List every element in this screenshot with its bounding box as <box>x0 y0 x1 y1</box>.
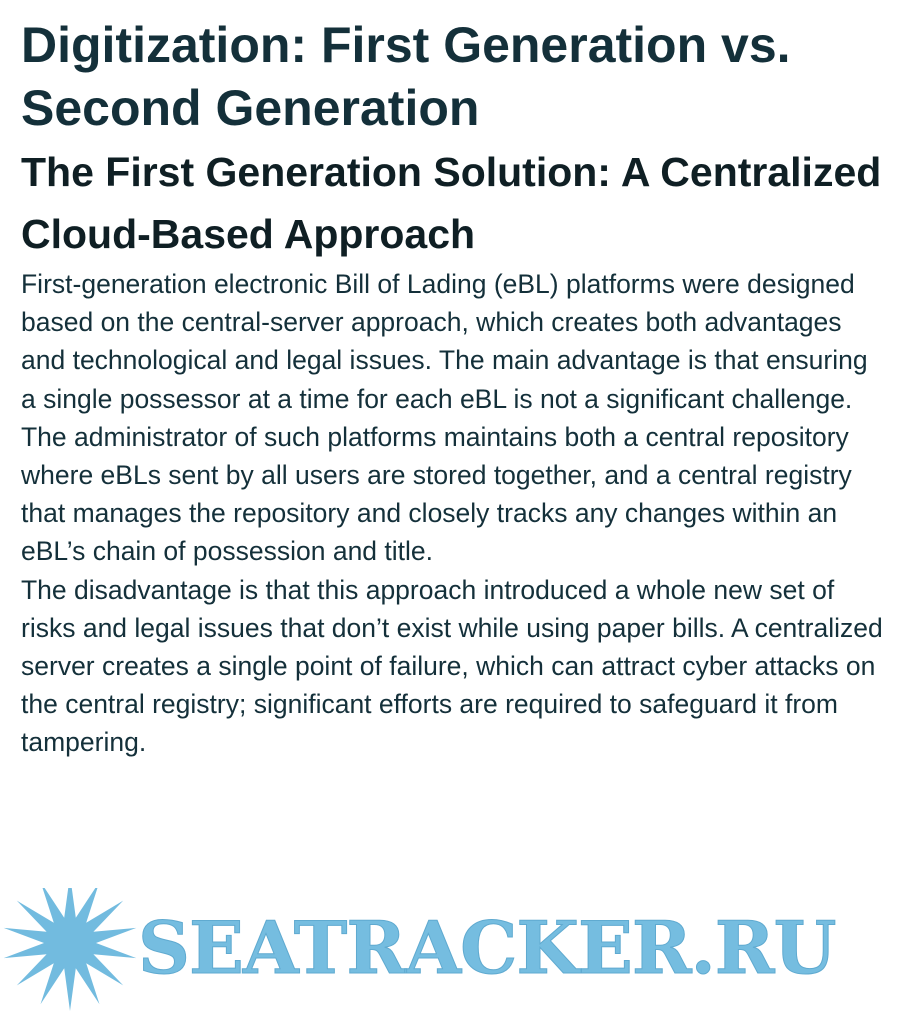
watermark-text: SEATRACKER.RU <box>138 905 836 990</box>
article <box>21 14 889 762</box>
page-title: Digitization: First Generation vs. Second Generation <box>21 17 791 136</box>
paragraph-disadvantages: The disadvantage is that this approach introduced a whole new set of risks and legal issues that don’t exist while using paper bills. A centralized server creates a single point of failure, which can attract cyber attacks on the central registry; significant efforts are required to safeguard it from tampering. <box>21 574 883 758</box>
section-heading: The First Generation Solution: A Centralized Cloud-Based Approach <box>21 149 882 257</box>
starburst-icon <box>4 888 137 1011</box>
paragraph-advantages: First-generation electronic Bill of Lading (eBL) platforms were designed based on the central-server approach, which creates both advantages and technological and legal issues. The main advantage is that ensuring a single possessor at a time for each eBL is not a significant challenge. The administrator of such platforms maintains both a central repository where eBLs sent by all users are stored together, and a central registry that manages the repository and closely tracks any changes within an eBL’s chain of possession and title. <box>21 269 868 567</box>
